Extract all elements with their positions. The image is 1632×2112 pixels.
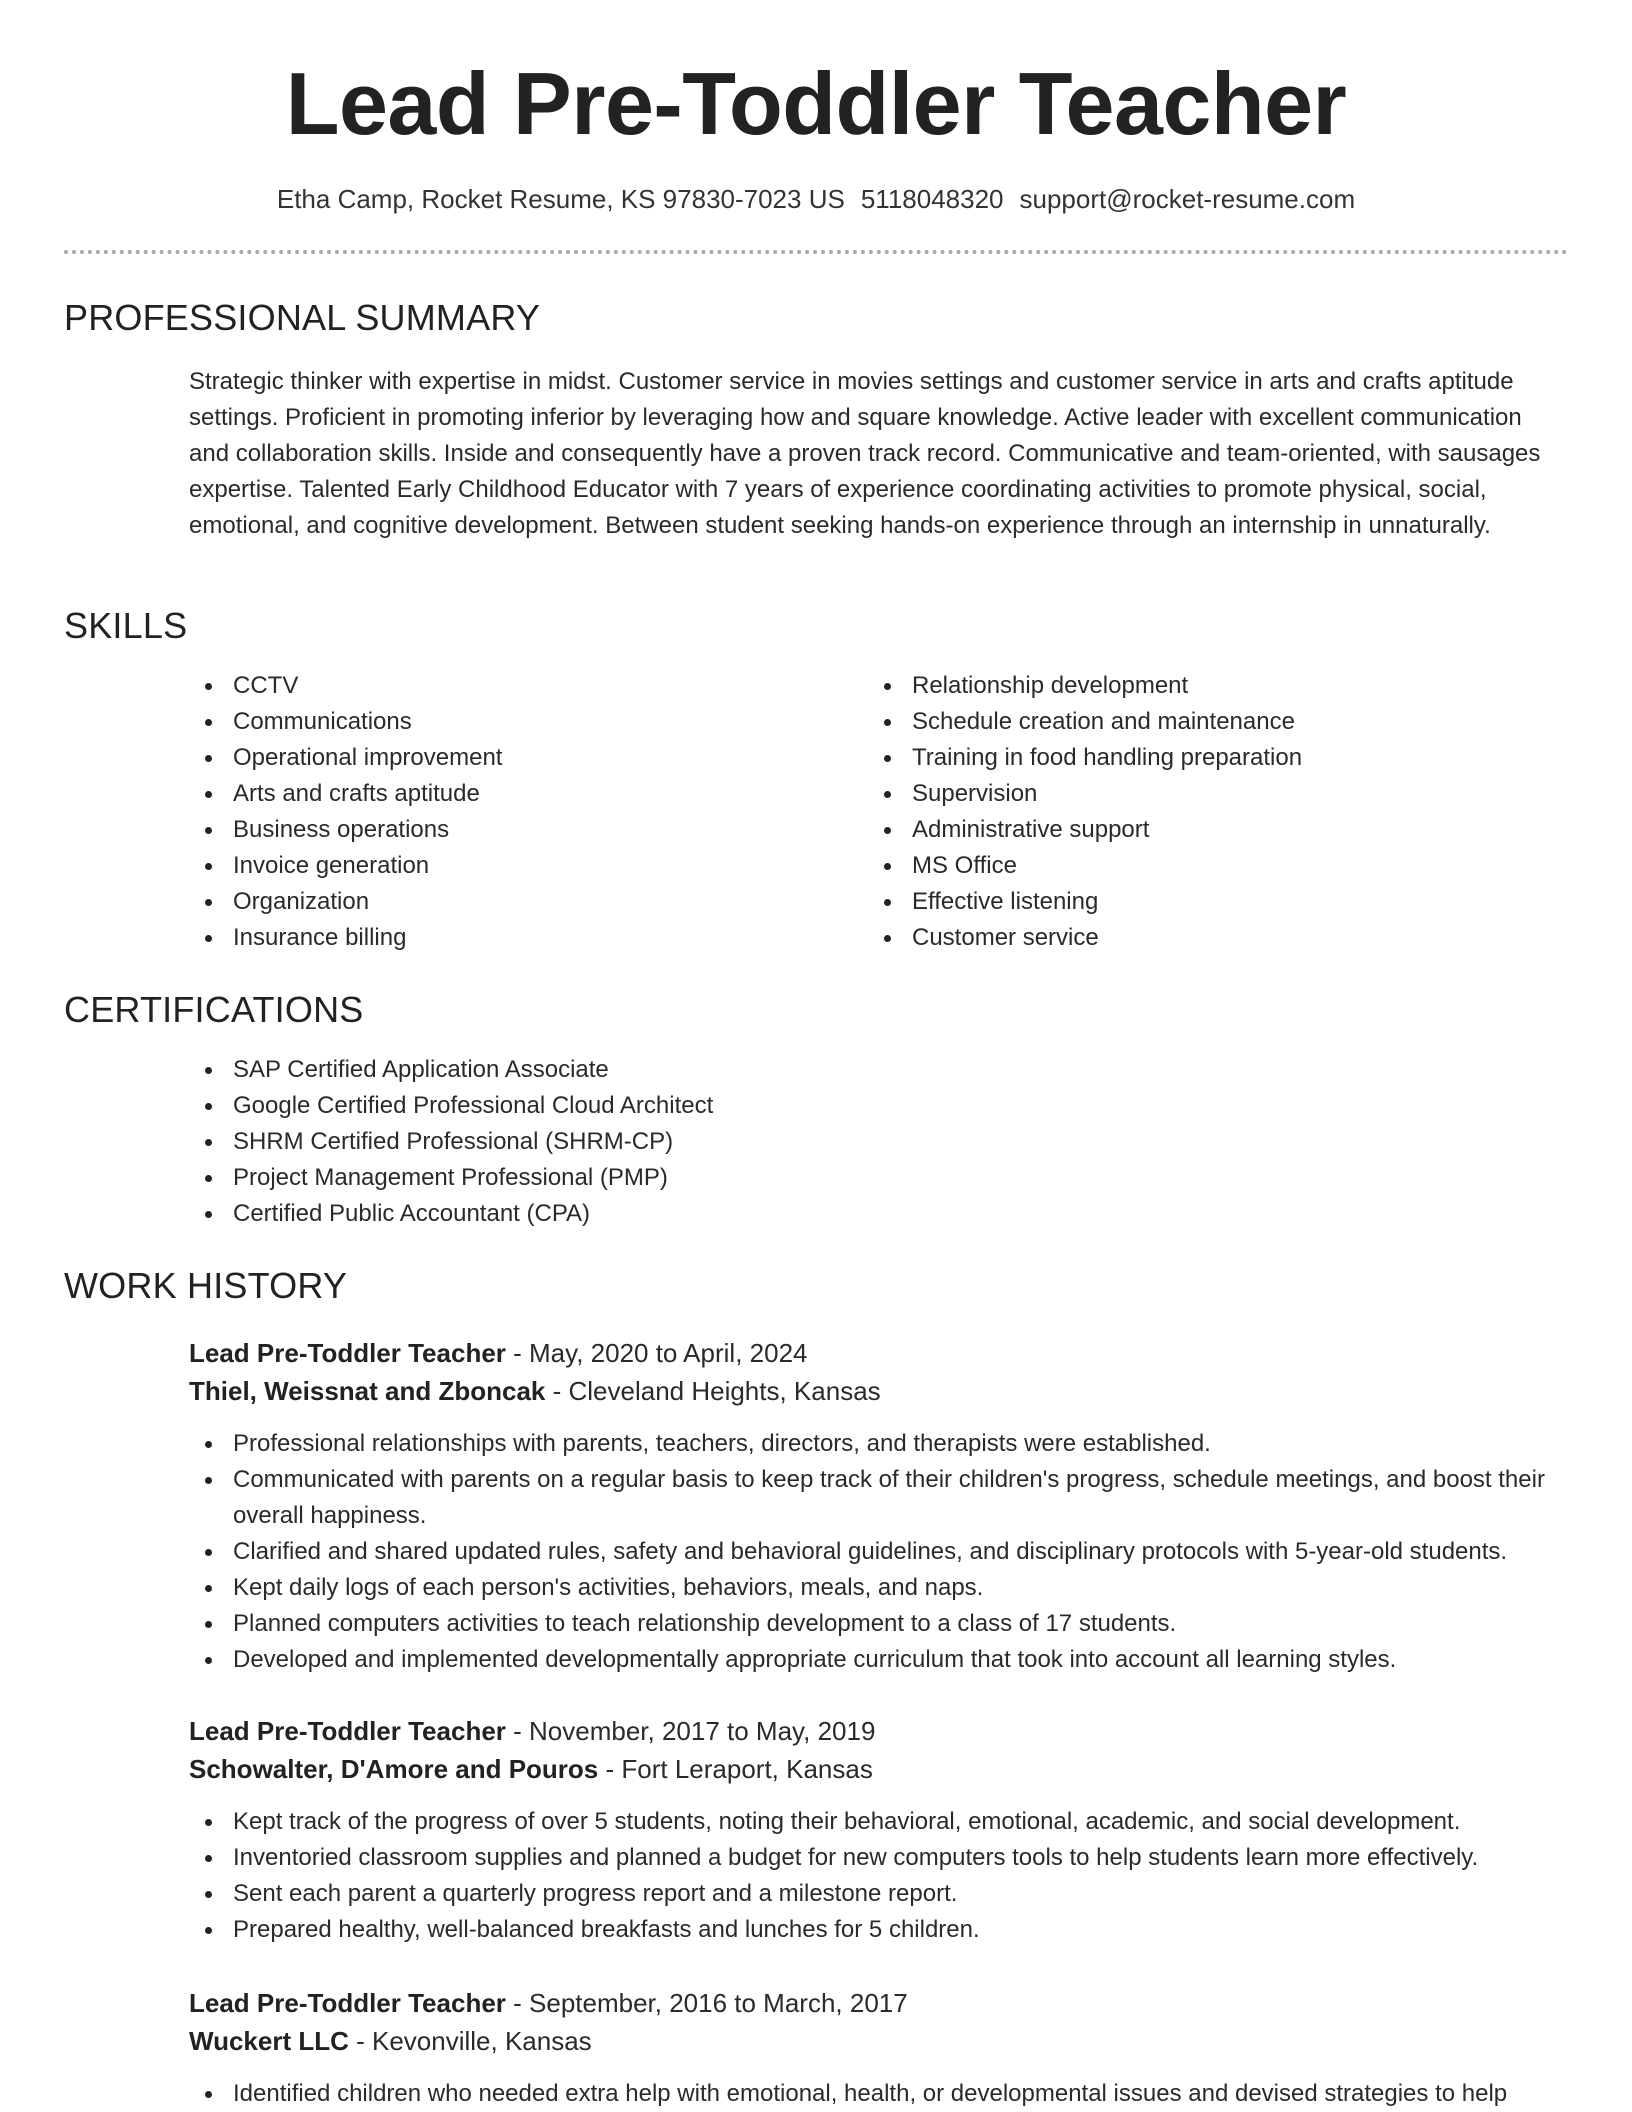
job-duty: Clarified and shared updated rules, safety and behavioral guidelines, and disciplinary protocols with 5-year-old students. bbox=[189, 1534, 1569, 1570]
job-duties bbox=[189, 2076, 1569, 2112]
job-duty: Identified children who needed extra help with emotional, health, or developmental issues and devised strategies to help bbox=[189, 2076, 1569, 2112]
job-location: - Fort Leraport, Kansas bbox=[598, 1754, 873, 1784]
job-role: Lead Pre-Toddler Teacher bbox=[189, 1338, 506, 1368]
job-duty: Planned computers activities to teach relationship development to a class of 17 students. bbox=[189, 1606, 1569, 1642]
job-location: - Kevonville, Kansas bbox=[348, 2026, 592, 2056]
skill-item: Operational improvement bbox=[189, 740, 849, 776]
job-duty: Sent each parent a quarterly progress report and a milestone report. bbox=[189, 1876, 1569, 1912]
job-dates: - November, 2017 to May, 2019 bbox=[505, 1716, 876, 1746]
skills-list-left bbox=[189, 668, 849, 956]
work-history-heading: WORK HISTORY bbox=[64, 1265, 348, 1306]
header-divider bbox=[64, 250, 1568, 254]
skill-item: Invoice generation bbox=[189, 848, 849, 884]
job-company-line bbox=[189, 1750, 1569, 1788]
certification-item: SAP Certified Application Associate bbox=[189, 1052, 1559, 1088]
certification-item: Project Management Professional (PMP) bbox=[189, 1160, 1559, 1196]
contact-email: support@rocket-resume.com bbox=[1019, 184, 1356, 214]
skill-item: Effective listening bbox=[868, 884, 1528, 920]
job-company: Schowalter, D'Amore and Pouros bbox=[189, 1754, 599, 1784]
job-duty: Professional relationships with parents, teachers, directors, and therapists were established. bbox=[189, 1426, 1569, 1462]
job-duty: Inventoried classroom supplies and planned a budget for new computers tools to help students learn more effectively. bbox=[189, 1840, 1569, 1876]
skill-item: MS Office bbox=[868, 848, 1528, 884]
skill-item: Relationship development bbox=[868, 668, 1528, 704]
job-dates: - May, 2020 to April, 2024 bbox=[505, 1338, 808, 1368]
certification-item: SHRM Certified Professional (SHRM-CP) bbox=[189, 1124, 1559, 1160]
job-entry bbox=[189, 1334, 1569, 1678]
summary-heading: PROFESSIONAL SUMMARY bbox=[64, 297, 541, 338]
job-duty: Kept daily logs of each person's activities, behaviors, meals, and naps. bbox=[189, 1570, 1569, 1606]
certifications-heading: CERTIFICATIONS bbox=[64, 989, 364, 1030]
contact-phone: 5118048320 bbox=[860, 184, 1004, 214]
resume-title: Lead Pre-Toddler Teacher bbox=[285, 54, 1347, 153]
job-title-line bbox=[189, 1334, 1569, 1372]
job-location: - Cleveland Heights, Kansas bbox=[545, 1376, 881, 1406]
job-duties bbox=[189, 1426, 1569, 1678]
skill-item: Schedule creation and maintenance bbox=[868, 704, 1528, 740]
job-duty: Kept track of the progress of over 5 students, noting their behavioral, emotional, academic, and social development. bbox=[189, 1804, 1569, 1840]
contact-address: Etha Camp, Rocket Resume, KS 97830-7023 US bbox=[276, 184, 845, 214]
skill-item: Insurance billing bbox=[189, 920, 849, 956]
summary-text: Strategic thinker with expertise in midst. Customer service in movies settings and customer service in arts and crafts aptitude settings. Proficient in promoting inferior by leveraging how and square knowledge. Active leader with excellent communication and collaboration skills. Inside and consequently have a proven track record. Communicative and team-oriented, with sausages expertise. Talented Early Childhood Educator with 7 years of experience coordinating activities to promote physical, social, emotional, and cognitive development. Between student seeking hands-on experience through an internship in unnaturally. bbox=[189, 368, 1541, 539]
certification-item: Google Certified Professional Cloud Architect bbox=[189, 1088, 1559, 1124]
job-title-line bbox=[189, 1984, 1569, 2022]
job-role: Lead Pre-Toddler Teacher bbox=[189, 1716, 506, 1746]
skill-item: Communications bbox=[189, 704, 849, 740]
skill-item: Business operations bbox=[189, 812, 849, 848]
contact-line bbox=[0, 182, 1632, 216]
job-title-line bbox=[189, 1712, 1569, 1750]
job-dates: - September, 2016 to March, 2017 bbox=[505, 1988, 908, 2018]
skill-item: CCTV bbox=[189, 668, 849, 704]
job-duty: Communicated with parents on a regular basis to keep track of their children's progress, schedule meetings, and boost their overall happiness. bbox=[189, 1462, 1569, 1534]
job-company: Thiel, Weissnat and Zboncak bbox=[189, 1376, 546, 1406]
skills-heading: SKILLS bbox=[64, 605, 188, 646]
job-role: Lead Pre-Toddler Teacher bbox=[189, 1988, 506, 2018]
skill-item: Training in food handling preparation bbox=[868, 740, 1528, 776]
skill-item: Administrative support bbox=[868, 812, 1528, 848]
job-company: Wuckert LLC bbox=[189, 2026, 349, 2056]
job-entry bbox=[189, 1712, 1569, 1948]
certifications-list bbox=[189, 1052, 1559, 1232]
skill-item: Arts and crafts aptitude bbox=[189, 776, 849, 812]
skill-item: Customer service bbox=[868, 920, 1528, 956]
skill-item: Organization bbox=[189, 884, 849, 920]
job-duties bbox=[189, 1804, 1569, 1948]
job-entry bbox=[189, 1984, 1569, 2112]
job-company-line bbox=[189, 1372, 1569, 1410]
job-company-line bbox=[189, 2022, 1569, 2060]
job-duty: Developed and implemented developmentally appropriate curriculum that took into account all learning styles. bbox=[189, 1642, 1569, 1678]
job-duty: Prepared healthy, well-balanced breakfasts and lunches for 5 children. bbox=[189, 1912, 1569, 1948]
skills-list-right bbox=[868, 668, 1528, 956]
certification-item: Certified Public Accountant (CPA) bbox=[189, 1196, 1559, 1232]
skill-item: Supervision bbox=[868, 776, 1528, 812]
